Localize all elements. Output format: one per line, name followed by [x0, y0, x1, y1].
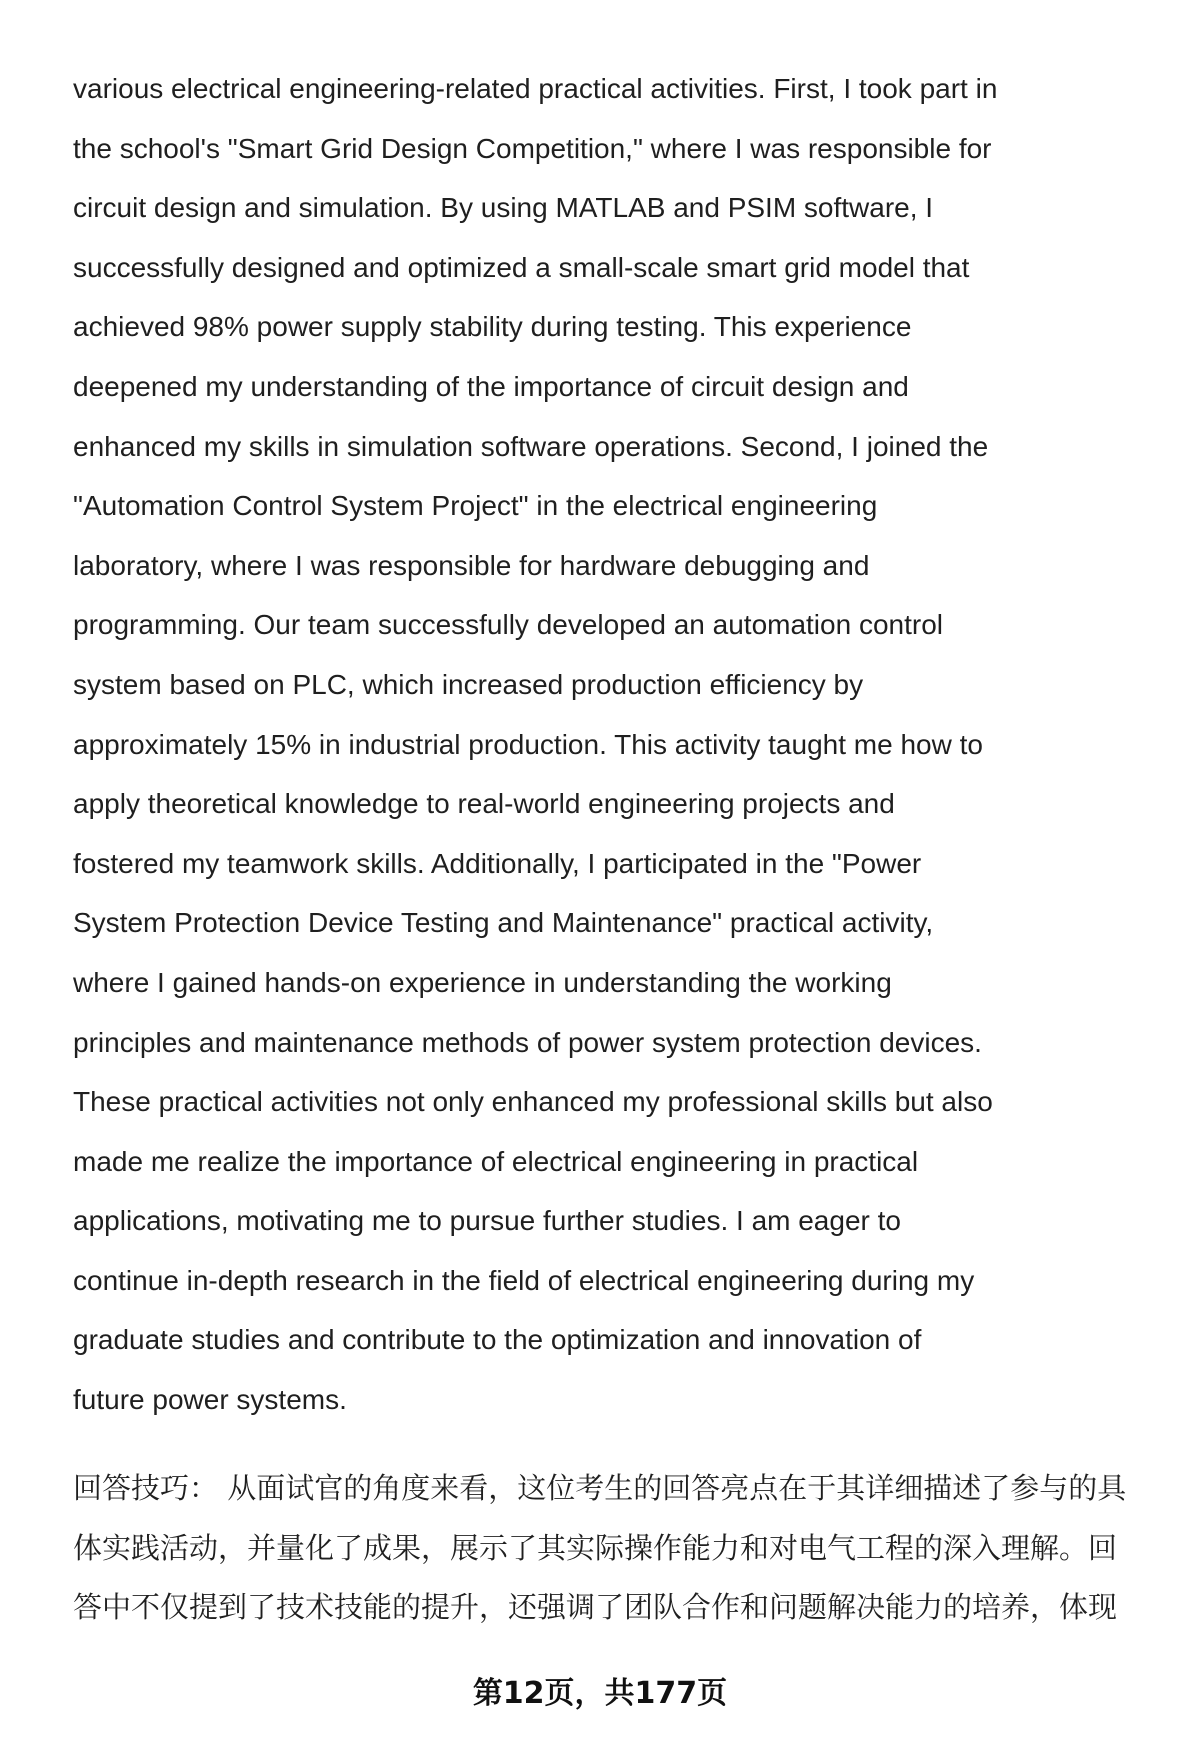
- answer-line: graduate studies and contribute to the optimization and innovation of: [73, 1324, 922, 1356]
- answer-line: where I gained hands-on experience in understanding the working: [73, 966, 892, 998]
- answer-line: continue in-depth research in the field of electrical engineering during my: [73, 1264, 975, 1296]
- answer-line: deepened my understanding of the importance of circuit design and: [73, 370, 909, 402]
- answer-line: applications, motivating me to pursue further studies. I am eager to: [73, 1205, 901, 1237]
- answer-line: future power systems.: [73, 1384, 347, 1416]
- answer-line: approximately 15% in industrial production. This activity taught me how to: [73, 728, 983, 760]
- tips-line: 答中不仅提到了技术技能的提升，还强调了团队合作和问题解决能力的培养，体现: [73, 1590, 1118, 1625]
- answer-line: laboratory, where I was responsible for hardware debugging and: [73, 549, 870, 581]
- answer-paragraph: [73, 59, 1183, 1430]
- answer-line: successfully designed and optimized a small-scale smart grid model that: [73, 251, 970, 283]
- answer-line: achieved 98% power supply stability during testing. This experience: [73, 311, 912, 343]
- answer-line: enhanced my skills in simulation software operations. Second, I joined the: [73, 430, 989, 462]
- answer-line: various electrical engineering-related practical activities. First, I took part in: [73, 73, 998, 104]
- answer-line: principles and maintenance methods of power system protection devices.: [73, 1026, 982, 1058]
- tips-line: 回答技巧： 从面试官的角度来看，这位考生的回答亮点在于其详细描述了参与的具: [73, 1471, 1127, 1505]
- answer-line: system based on PLC, which increased production efficiency by: [73, 668, 864, 700]
- tips-line: 体实践活动，并量化了成果，展示了其实际操作能力和对电气工程的深入理解。回: [73, 1530, 1118, 1565]
- answer-line: System Protection Device Testing and Maintenance" practical activity,: [73, 907, 934, 939]
- answer-line: apply theoretical knowledge to real-world engineering projects and: [73, 788, 895, 820]
- answer-line: "Automation Control System Project" in the electrical engineering: [73, 490, 878, 522]
- answer-line: fostered my teamwork skills. Additionally, I participated in the "Power: [73, 847, 922, 879]
- answer-tips-paragraph: [73, 1459, 1183, 1638]
- answer-line: made me realize the importance of electrical engineering in practical: [73, 1145, 919, 1177]
- answer-line: circuit design and simulation. By using MATLAB and PSIM software, I: [73, 192, 934, 224]
- page-number: 第12页，共177页: [472, 1676, 728, 1711]
- answer-line: the school's "Smart Grid Design Competition," where I was responsible for: [73, 132, 992, 164]
- answer-line: programming. Our team successfully developed an automation control: [73, 609, 943, 641]
- answer-line: These practical activities not only enhanced my professional skills but also: [73, 1086, 993, 1118]
